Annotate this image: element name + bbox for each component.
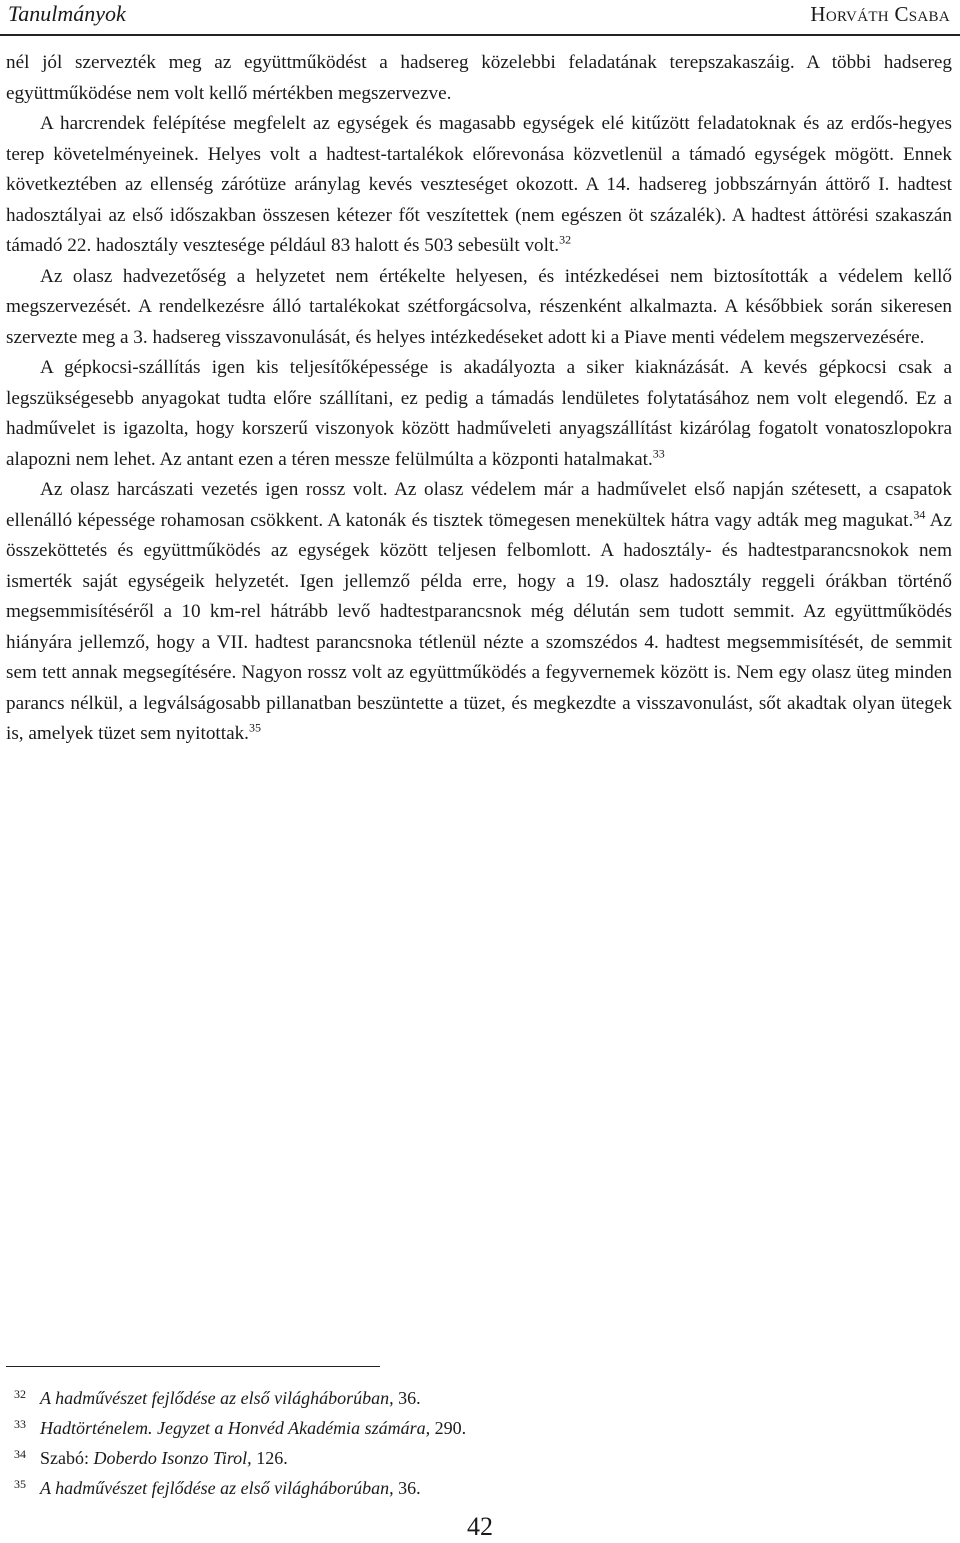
- footnote: [14, 1414, 914, 1444]
- paragraph: [6, 262, 952, 354]
- paragraph: [6, 353, 952, 475]
- paragraph: [6, 475, 952, 750]
- paragraph-text: nél jól szervezték meg az együttműködést a hadsereg közelebbi feladatának terepszakaszáig. A többi hadsereg együttműködése nem volt kellő mértékben megszervezve.: [6, 52, 952, 104]
- header-divider: [0, 34, 960, 36]
- footnote-divider: [6, 1366, 380, 1367]
- footnote-text: [40, 1444, 288, 1472]
- footnote-number: 35: [14, 1477, 26, 1491]
- footnote-page: 36.: [393, 1388, 421, 1408]
- footnote-title: Hadtörténelem. Jegyzet a Honvéd Akadémia számára,: [40, 1418, 431, 1438]
- footnote-author: Szabó:: [40, 1448, 94, 1468]
- footnote-text: [40, 1384, 421, 1412]
- body-text: [6, 48, 952, 750]
- footnote-ref[interactable]: 34: [913, 507, 926, 522]
- author-name: Horváth Csaba: [810, 1, 950, 26]
- footnote-text: [40, 1474, 421, 1502]
- footnotes: [14, 1384, 914, 1504]
- footnote-number: 32: [14, 1387, 26, 1401]
- paragraph-text: Az olasz harcászati vezetés igen rossz volt. Az olasz védelem már a hadművelet első napján szétesett, a csapatok ellenálló képessége rohamosan csökkent. A katonák és tisztek tömegesen menekültek hátra vagy adták meg magukat.: [6, 479, 952, 531]
- footnote-number: 34: [14, 1447, 26, 1461]
- paragraph: [6, 109, 952, 262]
- footnote-ref[interactable]: 35: [248, 720, 261, 735]
- footnote-ref[interactable]: 33: [652, 446, 665, 461]
- running-header: [8, 0, 950, 28]
- footnote-page: 126.: [251, 1448, 288, 1468]
- paragraph-text: A harcrendek felépítése megfelelt az egységek és magasabb egységek elé kitűzött feladatoknak és az erdős-hegyes terep követelményeinek. Helyes volt a hadtest-tartalékok előrevonása közvetlenül a támadó egységek mögött. Ennek következtében az ellenség zárótüze aránylag kevés veszteséget okozott. A 14. hadsereg jobbszárnyán áttörő I. hadtest hadosztályai az első időszakban összesen kétezer főt veszítettek (nem egészen öt százalék). A hadtest áttörési szakaszán támadó 22. hadosztály vesztesége például 83 halott és 503 sebesült volt.: [6, 113, 952, 256]
- paragraph-text: A gépkocsi-szállítás igen kis teljesítőképessége is akadályozta a siker kiaknázását. A kevés gépkocsi csak a legszükségesebb anyagokat tudta előre szállítani, ez pedig a támadás lendületes folytatásához nem volt elegendő. Ez a hadművelet is igazolta, hogy korszerű viszonyok között hadműveleti anyagszállítást kizárólag fogatolt vonatoszlopokra alapozni nem lehet. Az antant ezen a téren messze felülmúlta a központi hatalmakat.: [6, 357, 952, 470]
- page-number: 42: [467, 1512, 493, 1541]
- footnote: [14, 1444, 914, 1474]
- footnote-title: A hadművészet fejlődése az első világháborúban,: [40, 1388, 394, 1408]
- footnote-number: 33: [14, 1417, 26, 1431]
- section-title: Tanulmányok: [8, 1, 126, 26]
- footnote: [14, 1384, 914, 1414]
- paragraph: [6, 48, 952, 109]
- footnote-ref[interactable]: 32: [559, 232, 572, 247]
- footnote-title: Doberdo Isonzo Tirol,: [93, 1448, 252, 1468]
- footnote-page: 36.: [393, 1478, 421, 1498]
- footnote: [14, 1474, 914, 1504]
- paragraph-text: Az összeköttetés és együttműködés az egységek között teljesen felbomlott. A hadosztály- és hadtestparancsnokok nem ismerték saját egységeik helyzetét. Igen jellemző példa erre, hogy a 19. olasz hadosztály reggeli órákban történő megsemmisítéséről a 10 km-rel hátrább levő hadtestparancsnok még délután sem tudott semmit. Az együttműködés hiányára jellemző, hogy a VII. hadtest parancsnoka tétlenül nézte a szomszédos 4. hadtest megsemmisítését, de semmit sem tett annak megsegítésére. Nagyon rossz volt az együttműködés a fegyvernemek között is. Nem egy olasz üteg minden parancs nélkül, a legválságosabb pillanatban beszüntette a tüzet, és megkezdte a visszavonulást, sőt akadtak olyan ütegek is, amelyek tüzet sem nyitottak.: [6, 509, 952, 744]
- footnote-page: 290.: [430, 1418, 467, 1438]
- footnote-title: A hadművészet fejlődése az első világháborúban,: [40, 1478, 394, 1498]
- footnote-text: [40, 1414, 466, 1442]
- paragraph-text: Az olasz hadvezetőség a helyzetet nem értékelte helyesen, és intézkedései nem biztosították a védelem kellő megszervezését. A rendelkezésre álló tartalékokat szétforgácsolva, részenként alkalmazta. A későbbiek során sikeresen szervezte meg a 3. hadsereg visszavonulását, és helyes intézkedéseket adott ki a Piave menti védelem megszervezésére.: [6, 265, 952, 348]
